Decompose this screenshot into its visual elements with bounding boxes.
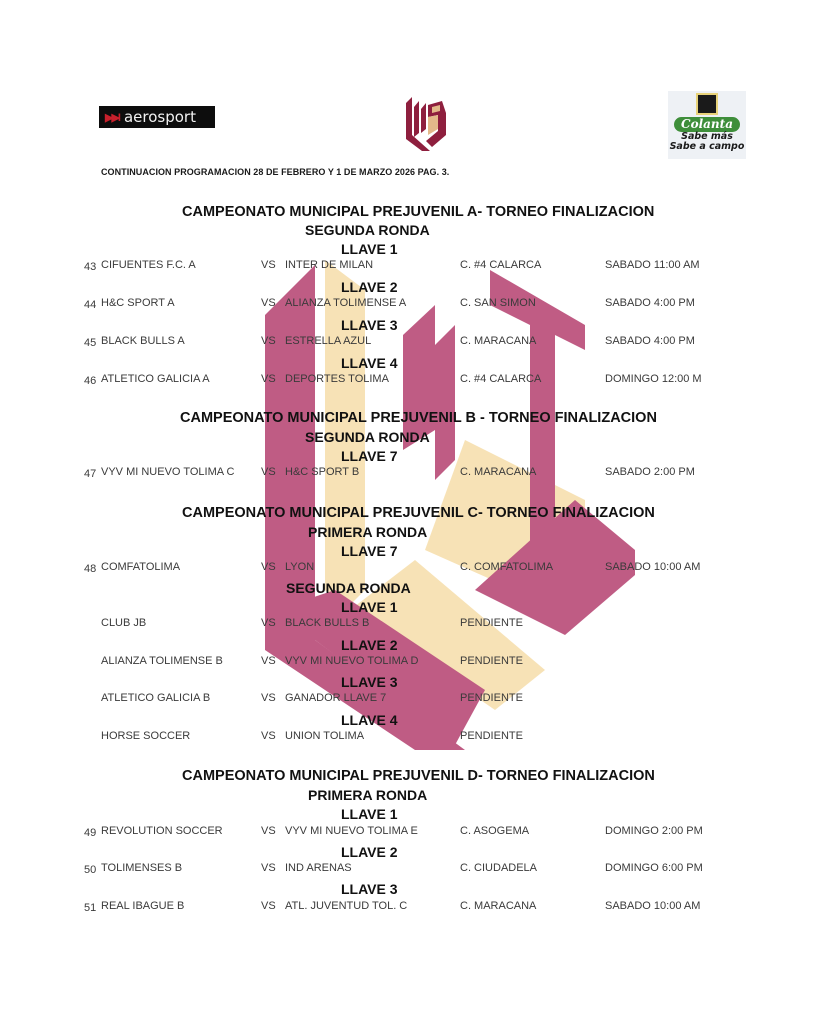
home-team: REVOLUTION SOCCER <box>101 825 223 837</box>
match-row <box>0 900 830 916</box>
match-number: 47 <box>84 468 97 480</box>
venue: C. MARACANA <box>460 900 537 912</box>
vs-label: VS <box>261 730 276 742</box>
venue: C. COMFATOLIMA <box>460 561 554 573</box>
away-team: LYON <box>285 561 315 573</box>
vs-label: VS <box>261 466 276 478</box>
venue: PENDIENTE <box>460 617 523 629</box>
section-title: CAMPEONATO MUNICIPAL PREJUVENIL A- TORNEO FINALIZACION <box>182 204 655 220</box>
away-team: ESTRELLA AZUL <box>285 335 372 347</box>
venue: C. MARACANA <box>460 335 537 347</box>
match-time: DOMINGO 12:00 M <box>605 373 702 385</box>
match-number: 45 <box>84 337 97 349</box>
venue: C. ASOGEMA <box>460 825 530 837</box>
match-number: 48 <box>84 563 97 575</box>
away-team: GANADOR LLAVE 7 <box>285 692 387 704</box>
aerosport-brand-text: aerosport <box>123 108 196 126</box>
home-team: H&C SPORT A <box>101 297 175 309</box>
key-title: LLAVE 3 <box>341 317 398 333</box>
round-title: SEGUNDA RONDA <box>305 429 430 445</box>
home-team: CLUB JB <box>101 617 147 629</box>
match-row <box>0 730 830 746</box>
match-row <box>0 692 830 708</box>
home-team: VYV MI NUEVO TOLIMA C <box>101 466 235 478</box>
home-team: ATLETICO GALICIA B <box>101 692 211 704</box>
vs-label: VS <box>261 297 276 309</box>
match-time: SABADO 11:00 AM <box>605 259 700 271</box>
match-number: 49 <box>84 827 97 839</box>
away-team: INTER DE MILAN <box>285 259 374 271</box>
round-title: SEGUNDA RONDA <box>286 580 411 596</box>
venue: C. CIUDADELA <box>460 862 538 874</box>
vs-label: VS <box>261 825 276 837</box>
away-team: H&C SPORT B <box>285 466 360 478</box>
away-team: BLACK BULLS B <box>285 617 370 629</box>
venue: C. #4 CALARCA <box>460 373 542 385</box>
colanta-logo <box>668 91 746 159</box>
match-row <box>0 259 830 275</box>
vs-label: VS <box>261 373 276 385</box>
section-title: CAMPEONATO MUNICIPAL PREJUVENIL B - TORNEO FINALIZACION <box>180 410 657 426</box>
fast-forward-icon: ▶▶I <box>105 111 119 124</box>
key-title: LLAVE 1 <box>341 599 398 615</box>
round-title: PRIMERA RONDA <box>308 524 428 540</box>
key-title: LLAVE 4 <box>341 355 398 371</box>
vs-label: VS <box>261 335 276 347</box>
match-time: SABADO 10:00 AM <box>605 900 701 912</box>
match-time: SABADO 4:00 PM <box>605 297 695 309</box>
vs-label: VS <box>261 655 276 667</box>
match-row <box>0 655 830 671</box>
round-title: SEGUNDA RONDA <box>305 222 430 238</box>
match-row <box>0 561 830 577</box>
match-time: DOMINGO 6:00 PM <box>605 862 703 874</box>
venue: PENDIENTE <box>460 655 523 667</box>
away-team: VYV MI NUEVO TOLIMA E <box>285 825 418 837</box>
vs-label: VS <box>261 617 276 629</box>
away-team: DEPORTES TOLIMA <box>285 373 389 385</box>
home-team: HORSE SOCCER <box>101 730 191 742</box>
lft-league-logo-icon <box>402 95 450 153</box>
vs-label: VS <box>261 900 276 912</box>
key-title: LLAVE 2 <box>341 637 398 653</box>
match-time: SABADO 4:00 PM <box>605 335 695 347</box>
match-row <box>0 297 830 313</box>
key-title: LLAVE 2 <box>341 844 398 860</box>
away-team: ALIANZA TOLIMENSE A <box>285 297 407 309</box>
away-team: IND ARENAS <box>285 862 352 874</box>
vs-label: VS <box>261 692 276 704</box>
vs-label: VS <box>261 259 276 271</box>
away-team: ATL. JUVENTUD TOL. C <box>285 900 408 912</box>
match-row <box>0 466 830 482</box>
round-title: PRIMERA RONDA <box>308 787 428 803</box>
match-number: 51 <box>84 902 97 914</box>
key-title: LLAVE 1 <box>341 241 398 257</box>
vs-label: VS <box>261 862 276 874</box>
key-title: LLAVE 3 <box>341 881 398 897</box>
key-title: LLAVE 7 <box>341 448 398 464</box>
section-title: CAMPEONATO MUNICIPAL PREJUVENIL D- TORNEO FINALIZACION <box>182 768 655 784</box>
match-row <box>0 373 830 389</box>
match-number: 44 <box>84 299 97 311</box>
colanta-tagline-1: Sabe más <box>681 131 733 142</box>
venue: C. SAN SIMON <box>460 297 536 309</box>
key-title: LLAVE 3 <box>341 674 398 690</box>
match-time: DOMINGO 2:00 PM <box>605 825 703 837</box>
colanta-brand-text: Colanta <box>674 117 740 132</box>
match-time: SABADO 10:00 AM <box>605 561 701 573</box>
match-row <box>0 617 830 633</box>
home-team: TOLIMENSES B <box>101 862 183 874</box>
colanta-tagline-2: Sabe a campo <box>669 141 745 152</box>
home-team: ATLETICO GALICIA A <box>101 373 210 385</box>
home-team: ALIANZA TOLIMENSE B <box>101 655 223 667</box>
venue: PENDIENTE <box>460 730 523 742</box>
match-number: 50 <box>84 864 97 876</box>
cow-icon <box>696 93 718 115</box>
away-team: UNION TOLIMA <box>285 730 365 742</box>
home-team: BLACK BULLS A <box>101 335 185 347</box>
match-row <box>0 862 830 878</box>
key-title: LLAVE 2 <box>341 279 398 295</box>
key-title: LLAVE 7 <box>341 543 398 559</box>
away-team: VYV MI NUEVO TOLIMA D <box>285 655 419 667</box>
page-subtitle: CONTINUACION PROGRAMACION 28 DE FEBRERO Y 1 DE MARZO 2026 PAG. 3. <box>101 167 450 177</box>
match-time: SABADO 2:00 PM <box>605 466 695 478</box>
match-row <box>0 335 830 351</box>
match-row <box>0 825 830 841</box>
key-title: LLAVE 1 <box>341 806 398 822</box>
section-title: CAMPEONATO MUNICIPAL PREJUVENIL C- TORNEO FINALIZACION <box>182 505 655 521</box>
aerosport-logo <box>99 106 215 128</box>
home-team: REAL IBAGUE B <box>101 900 185 912</box>
match-number: 43 <box>84 261 97 273</box>
home-team: CIFUENTES F.C. A <box>101 259 196 271</box>
venue: C. MARACANA <box>460 466 537 478</box>
key-title: LLAVE 4 <box>341 712 398 728</box>
venue: C. #4 CALARCA <box>460 259 542 271</box>
vs-label: VS <box>261 561 276 573</box>
home-team: COMFATOLIMA <box>101 561 181 573</box>
match-number: 46 <box>84 375 97 387</box>
venue: PENDIENTE <box>460 692 523 704</box>
